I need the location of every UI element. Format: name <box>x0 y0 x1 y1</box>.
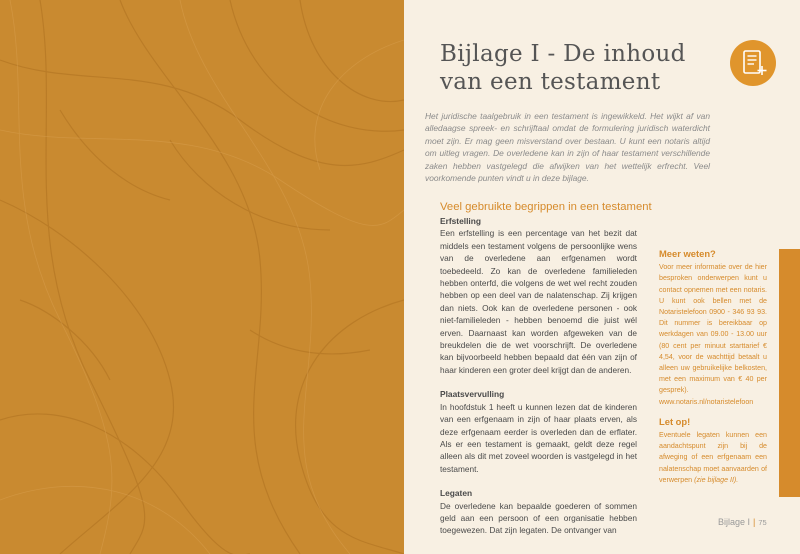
term-text-legaten: De overledene kan bepaalde goederen of sommen geld aan een persoon of een organisatie hebben toegewezen. Dat zijn legaten. De ontvanger van <box>440 500 637 536</box>
page-number: 75 <box>758 518 767 527</box>
let-op-text: Eventuele legaten kunnen een aandachtspunt zijn bij de afweging of een erfgenaam een nalatenschap moet aanvaarden of verwerpen <box>659 431 767 484</box>
document-icon <box>730 40 776 86</box>
term-heading-plaatsvervulling: Plaatsvervulling <box>440 389 505 400</box>
footer-label: Bijlage I <box>718 517 751 527</box>
intro-paragraph: Het juridische taalgebruik in een testament is ingewikkeld. Het wijkt af van alledaagse spreek- en schrijftaal omdat de formulering juridisch waterdicht moet zijn. Er mag geen misverstand over bestaan. U kunt een notaris altijd om uitleg vragen. De overledene kan in zijn of haar testament verschillende zaken hebben vastgelegd die afwijken van het wettelijk erfrecht. Veel voorkomende punten vindt u in deze bijlage. <box>425 111 710 184</box>
let-op-paragraph <box>659 430 767 486</box>
meer-weten-text: Voor meer informatie over de hier besproken onderwerpen kunt u contact opnemen met een notaris. U kunt ook bellen met de Notaristelefoon 0900 - 346 93 93. Dit nummer is bereikbaar op werkdagen van 09.00 - 13.00 uur (80 cent per minuut starttarief € 4,54, voor de wachttijd betaalt u alleen uw gebruikelijke belkosten, met een maximum van € 40 per gesprek). www.notaris.nl/notaristelefoon <box>659 263 767 406</box>
meer-weten-title: Meer weten? <box>659 248 716 259</box>
term-text-plaatsvervulling: In hoofdstuk 1 heeft u kunnen lezen dat de kinderen van een erfgenaam in zijn of haar plaats erven, als deze erfgenaam eerder is overleden dan de erflater. Als er een testament is gemaakt, geldt deze regel alleen als dit met zoveel woorden is vastgelegd in het testament. <box>440 401 637 474</box>
term-text-erfstelling: Een erfstelling is een percentage van het bezit dat middels een testament volgens de persoonlijke wens van de overledene aan erfgenamen wordt toebedeeld. Zo kan de overledene familieleden hebben onterfd, die volgens de wet wel recht zouden hebben op een deel van de nalatenschap. Zij krijgen dan niets. Ook kan de overledene personen - ook niet-familieleden - hebben benoemd die juist wél erven. Daarnaast kan worden afgeweken van de breukdelen die de wet voorschrijft. De overledene kan bijvoorbeeld hebben bepaald dat één van zijn of haar kinderen een groter deel krijgt dan de anderen. <box>440 228 637 375</box>
term-heading-erfstelling: Erfstelling <box>440 216 481 226</box>
let-op-reference: (zie bijlage II). <box>694 475 739 484</box>
let-op-title: Let op! <box>659 415 691 427</box>
term-heading-legaten: Legaten <box>440 488 473 499</box>
footer-separator: | <box>753 517 756 527</box>
info-sidebar <box>659 248 767 486</box>
chapter-tab <box>779 249 800 497</box>
page-title: Bijlage I - De inhoud van een testament <box>440 41 686 95</box>
document-icon-badge <box>730 40 776 86</box>
terms-column <box>440 215 637 537</box>
section-heading: Veel gebruikte begrippen in een testament <box>440 201 652 213</box>
page-footer <box>718 517 767 527</box>
